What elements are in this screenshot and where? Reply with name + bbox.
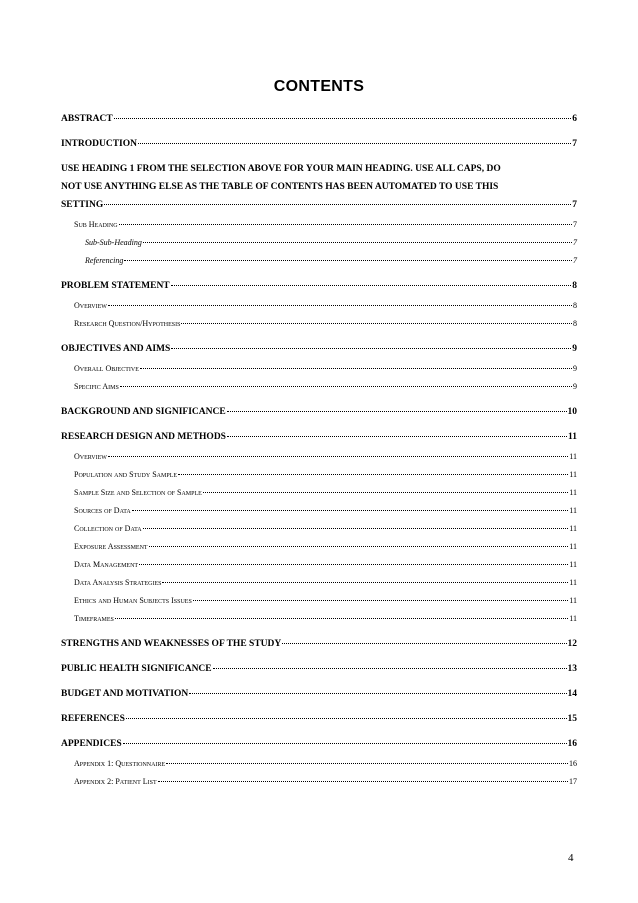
toc-dot-leader [189, 693, 566, 694]
toc-entry-label: Population and Study Sample [74, 470, 178, 479]
toc-page-number: 9 [573, 382, 577, 391]
toc-page-number: 11 [569, 524, 577, 533]
toc-entry-label: Referencing [85, 256, 124, 265]
toc-page-number: 15 [567, 714, 577, 724]
toc-subheading-entry[interactable] [61, 592, 577, 610]
toc-subheading-entry[interactable] [61, 502, 577, 520]
toc-entry-label: Overall Objective [74, 364, 139, 373]
toc-entry-line [74, 466, 577, 484]
toc-subheading-entry[interactable] [61, 773, 577, 791]
toc-dot-leader [114, 118, 572, 119]
toc-entry-line [74, 755, 577, 773]
toc-subheading-entry[interactable] [61, 216, 577, 234]
toc-page-number: 7 [572, 200, 577, 210]
toc-page-number: 9 [572, 344, 577, 354]
toc-page-number: 11 [569, 470, 577, 479]
toc-entry-line [74, 556, 577, 574]
toc-page-number: 14 [567, 689, 577, 699]
table-of-contents [61, 110, 577, 791]
toc-entry-label: INTRODUCTION [61, 139, 138, 149]
toc-entry-label: Overview [74, 301, 107, 310]
toc-subsubheading-entry[interactable] [61, 234, 577, 252]
toc-entry-line [61, 660, 577, 678]
toc-page-number: 7 [573, 238, 577, 247]
toc-entry-label: Sources of Data [74, 506, 131, 515]
toc-dot-leader [166, 763, 568, 764]
toc-entry-line [74, 538, 577, 556]
toc-dot-leader [213, 668, 567, 669]
toc-entry-line [61, 110, 577, 128]
toc-heading-entry[interactable] [61, 685, 577, 703]
toc-entry-label: RESEARCH DESIGN AND METHODS [61, 432, 226, 442]
toc-heading-entry[interactable] [61, 635, 577, 653]
toc-entry-label: Exposure Assessment [74, 542, 148, 551]
toc-entry-line [74, 484, 577, 502]
toc-page-number: 16 [567, 739, 577, 749]
toc-entry-label: PROBLEM STATEMENT [61, 281, 170, 291]
toc-entry-line [74, 378, 577, 396]
toc-heading-entry[interactable] [61, 277, 577, 295]
toc-subheading-entry[interactable] [61, 297, 577, 315]
toc-entry-label: Timeframes [74, 614, 114, 623]
toc-heading-entry[interactable] [61, 735, 577, 753]
toc-entry-text-line: NOT USE ANYTHING ELSE AS THE TABLE OF CONTENTS HAS BEEN AUTOMATED TO USE THIS [61, 182, 499, 192]
toc-heading-entry[interactable] [61, 160, 577, 214]
toc-entry-label: Data Analysis Strategies [74, 578, 162, 587]
toc-entry-label: Sub-Sub-Heading [85, 238, 142, 247]
page-title: CONTENTS [273, 78, 365, 95]
toc-entry-line [74, 520, 577, 538]
toc-entry-label: OBJECTIVES AND AIMS [61, 344, 171, 354]
toc-page-number: 7 [573, 256, 577, 265]
toc-entry-text-line: USE HEADING 1 FROM THE SELECTION ABOVE FOR YOUR MAIN HEADING. USE ALL CAPS, DO [61, 164, 501, 174]
toc-entry-line [74, 315, 577, 333]
toc-page-number: 11 [569, 506, 577, 515]
toc-entry-label: Sub Heading [74, 220, 118, 229]
toc-entry-line [61, 135, 577, 153]
toc-entry-label: STRENGTHS AND WEAKNESSES OF THE STUDY [61, 639, 282, 649]
toc-entry-label: Ethics and Human Subjects Issues [74, 596, 192, 605]
toc-dot-leader [115, 618, 568, 619]
toc-entry-line [74, 773, 577, 791]
toc-entry-line [61, 340, 577, 358]
toc-dot-leader [178, 474, 568, 475]
page-number: 4 [568, 852, 574, 864]
toc-entry-line [85, 234, 577, 252]
toc-dot-leader [124, 260, 572, 261]
toc-entry-line [74, 574, 577, 592]
toc-entry-line [74, 448, 577, 466]
toc-entry-line [74, 360, 577, 378]
toc-entry-label: SETTING [61, 200, 104, 210]
toc-entry-line [74, 610, 577, 628]
toc-entry-label: BACKGROUND AND SIGNIFICANCE [61, 407, 226, 417]
toc-page-number: 11 [569, 596, 577, 605]
toc-dot-leader [138, 143, 571, 144]
toc-entry-line [61, 277, 577, 295]
toc-dot-leader [171, 285, 572, 286]
toc-entry-line [74, 216, 577, 234]
toc-heading-entry[interactable] [61, 660, 577, 678]
toc-entry-line [61, 196, 577, 214]
toc-page-number: 12 [567, 639, 577, 649]
toc-page-number: 8 [573, 319, 577, 328]
toc-page-number: 11 [569, 560, 577, 569]
toc-dot-leader [108, 456, 568, 457]
toc-entry-label: Appendix 2: Patient List [74, 777, 157, 786]
toc-dot-leader [140, 368, 572, 369]
toc-subheading-entry[interactable] [61, 755, 577, 773]
toc-page-number: 13 [567, 664, 577, 674]
toc-entry-line [85, 252, 577, 270]
toc-dot-leader [120, 386, 572, 387]
toc-page-number: 7 [573, 220, 577, 229]
toc-dot-leader [227, 436, 567, 437]
toc-dot-leader [123, 743, 567, 744]
toc-dot-leader [143, 528, 569, 529]
toc-entry-label: BUDGET AND MOTIVATION [61, 689, 189, 699]
toc-dot-leader [108, 305, 572, 306]
toc-page-number: 11 [569, 488, 577, 497]
toc-dot-leader [143, 242, 572, 243]
toc-page-number: 10 [567, 407, 577, 417]
toc-heading-entry[interactable] [61, 110, 577, 128]
toc-page-number: 16 [569, 759, 577, 768]
toc-dot-leader [132, 510, 569, 511]
toc-dot-leader [193, 600, 569, 601]
toc-subheading-entry[interactable] [61, 315, 577, 333]
toc-page-number: 11 [569, 578, 577, 587]
toc-entry-label: Collection of Data [74, 524, 142, 533]
toc-entry-line [61, 635, 577, 653]
toc-entry-label: PUBLIC HEALTH SIGNIFICANCE [61, 664, 212, 674]
toc-dot-leader [203, 492, 569, 493]
toc-page-number: 11 [569, 614, 577, 623]
toc-dot-leader [139, 564, 568, 565]
toc-subheading-entry[interactable] [61, 610, 577, 628]
toc-page-number: 17 [569, 777, 577, 786]
toc-page-number: 6 [572, 114, 577, 124]
toc-dot-leader [227, 411, 567, 412]
toc-entry-label: ABSTRACT [61, 114, 113, 124]
toc-heading-entry[interactable] [61, 428, 577, 446]
toc-subheading-entry[interactable] [61, 360, 577, 378]
toc-subheading-entry[interactable] [61, 466, 577, 484]
toc-dot-leader [104, 204, 571, 205]
toc-entry-label: Overview [74, 452, 107, 461]
toc-entry-label: APPENDICES [61, 739, 122, 749]
toc-entry-line [74, 502, 577, 520]
toc-entry-line [61, 735, 577, 753]
toc-page-number: 11 [569, 452, 577, 461]
toc-heading-entry[interactable] [61, 403, 577, 421]
toc-page-number: 9 [573, 364, 577, 373]
toc-dot-leader [119, 224, 572, 225]
toc-heading-entry[interactable] [61, 340, 577, 358]
toc-page-number: 8 [572, 281, 577, 291]
toc-entry-label: Data Management [74, 560, 139, 569]
toc-dot-leader [181, 323, 572, 324]
toc-page-number: 11 [568, 432, 577, 442]
toc-subheading-entry[interactable] [61, 520, 577, 538]
toc-entry-line [74, 297, 577, 315]
toc-subheading-entry[interactable] [61, 448, 577, 466]
toc-subheading-entry[interactable] [61, 378, 577, 396]
toc-subheading-entry[interactable] [61, 574, 577, 592]
toc-subheading-entry[interactable] [61, 484, 577, 502]
toc-entry-label: Sample Size and Selection of Sample [74, 488, 202, 497]
toc-entry-label: Appendix 1: Questionnaire [74, 759, 166, 768]
toc-entry-line [61, 685, 577, 703]
toc-entry-line [61, 403, 577, 421]
toc-dot-leader [149, 546, 569, 547]
toc-entry-line [74, 592, 577, 610]
toc-dot-leader [162, 582, 568, 583]
toc-page-number: 11 [569, 542, 577, 551]
toc-dot-leader [171, 348, 571, 349]
toc-subheading-entry[interactable] [61, 538, 577, 556]
toc-entry-label: Specific Aims [74, 382, 119, 391]
toc-entry-line [61, 428, 577, 446]
toc-page-number: 7 [572, 139, 577, 149]
toc-dot-leader [158, 781, 568, 782]
toc-entry-line [61, 710, 577, 728]
toc-dot-leader [126, 718, 567, 719]
toc-entry-label: REFERENCES [61, 714, 125, 724]
toc-subheading-entry[interactable] [61, 556, 577, 574]
toc-subsubheading-entry[interactable] [61, 252, 577, 270]
toc-page-number: 8 [573, 301, 577, 310]
toc-heading-entry[interactable] [61, 710, 577, 728]
toc-entry-label: Research Question/Hypothesis [74, 319, 181, 328]
toc-dot-leader [282, 643, 566, 644]
toc-heading-entry[interactable] [61, 135, 577, 153]
